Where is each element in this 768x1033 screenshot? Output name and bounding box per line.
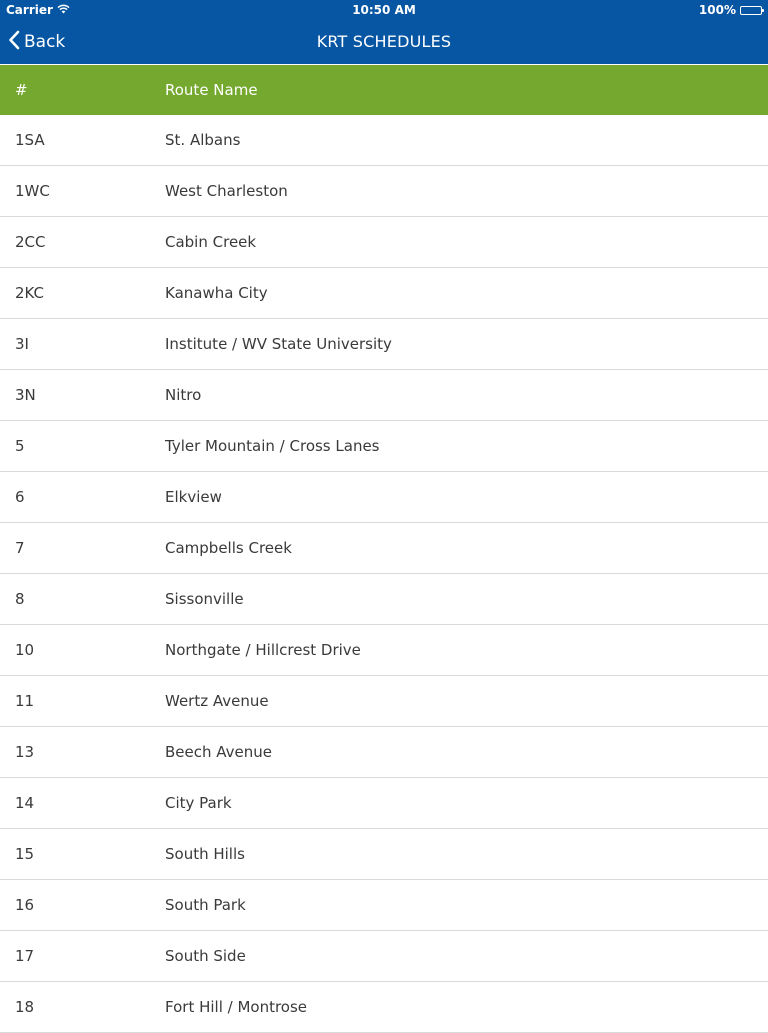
route-row[interactable] (0, 982, 768, 1033)
route-row[interactable] (0, 268, 768, 319)
route-name: Fort Hill / Montrose (165, 998, 308, 1016)
column-header-number: # (15, 81, 28, 99)
route-row[interactable] (0, 319, 768, 370)
route-name: Institute / WV State University (165, 335, 392, 353)
navigation-bar (0, 20, 768, 64)
route-name: Campbells Creek (165, 539, 292, 557)
route-name: St. Albans (165, 131, 241, 149)
route-number: 5 (15, 437, 25, 455)
route-row[interactable] (0, 829, 768, 880)
route-row[interactable] (0, 625, 768, 676)
table-header (0, 65, 768, 115)
route-row[interactable] (0, 370, 768, 421)
route-row[interactable] (0, 778, 768, 829)
route-name: South Park (165, 896, 246, 914)
route-name: City Park (165, 794, 232, 812)
route-row[interactable] (0, 931, 768, 982)
route-name: West Charleston (165, 182, 288, 200)
page-title: KRT SCHEDULES (316, 32, 452, 51)
route-name: Kanawha City (165, 284, 268, 302)
route-list (0, 115, 768, 1033)
route-row[interactable] (0, 676, 768, 727)
route-row[interactable] (0, 727, 768, 778)
route-number: 3N (15, 386, 36, 404)
route-row[interactable] (0, 217, 768, 268)
route-number: 8 (15, 590, 25, 608)
route-number: 13 (15, 743, 35, 761)
status-time: 10:50 AM (352, 3, 416, 17)
route-number: 17 (15, 947, 35, 965)
route-number: 3I (15, 335, 29, 353)
route-name: Beech Avenue (165, 743, 272, 761)
route-row[interactable] (0, 472, 768, 523)
route-row[interactable] (0, 166, 768, 217)
carrier-label: Carrier (6, 3, 53, 17)
route-name: South Hills (165, 845, 245, 863)
route-row[interactable] (0, 421, 768, 472)
battery-percent: 100% (698, 3, 736, 17)
route-name: Tyler Mountain / Cross Lanes (165, 437, 380, 455)
route-number: 10 (15, 641, 35, 659)
route-name: Nitro (165, 386, 202, 404)
route-name: South Side (165, 947, 246, 965)
route-name: Sissonville (165, 590, 244, 608)
route-number: 16 (15, 896, 35, 914)
route-name: Elkview (165, 488, 222, 506)
route-number: 14 (15, 794, 35, 812)
route-name: Wertz Avenue (165, 692, 269, 710)
route-row[interactable] (0, 115, 768, 166)
route-name: Northgate / Hillcrest Drive (165, 641, 361, 659)
back-label: Back (24, 32, 66, 52)
route-number: 1WC (15, 182, 50, 200)
route-number: 7 (15, 539, 25, 557)
route-name: Cabin Creek (165, 233, 257, 251)
battery-indicator (699, 3, 762, 17)
route-row[interactable] (0, 574, 768, 625)
route-number: 18 (15, 998, 35, 1016)
route-number: 2KC (15, 284, 45, 302)
route-row[interactable] (0, 880, 768, 931)
column-header-route-name: Route Name (165, 81, 258, 99)
route-number: 2CC (15, 233, 46, 251)
status-bar (0, 0, 768, 20)
route-number: 11 (15, 692, 35, 710)
battery-icon (740, 6, 762, 15)
route-number: 6 (15, 488, 25, 506)
route-row[interactable] (0, 523, 768, 574)
route-number: 15 (15, 845, 35, 863)
route-number: 1SA (15, 131, 45, 149)
